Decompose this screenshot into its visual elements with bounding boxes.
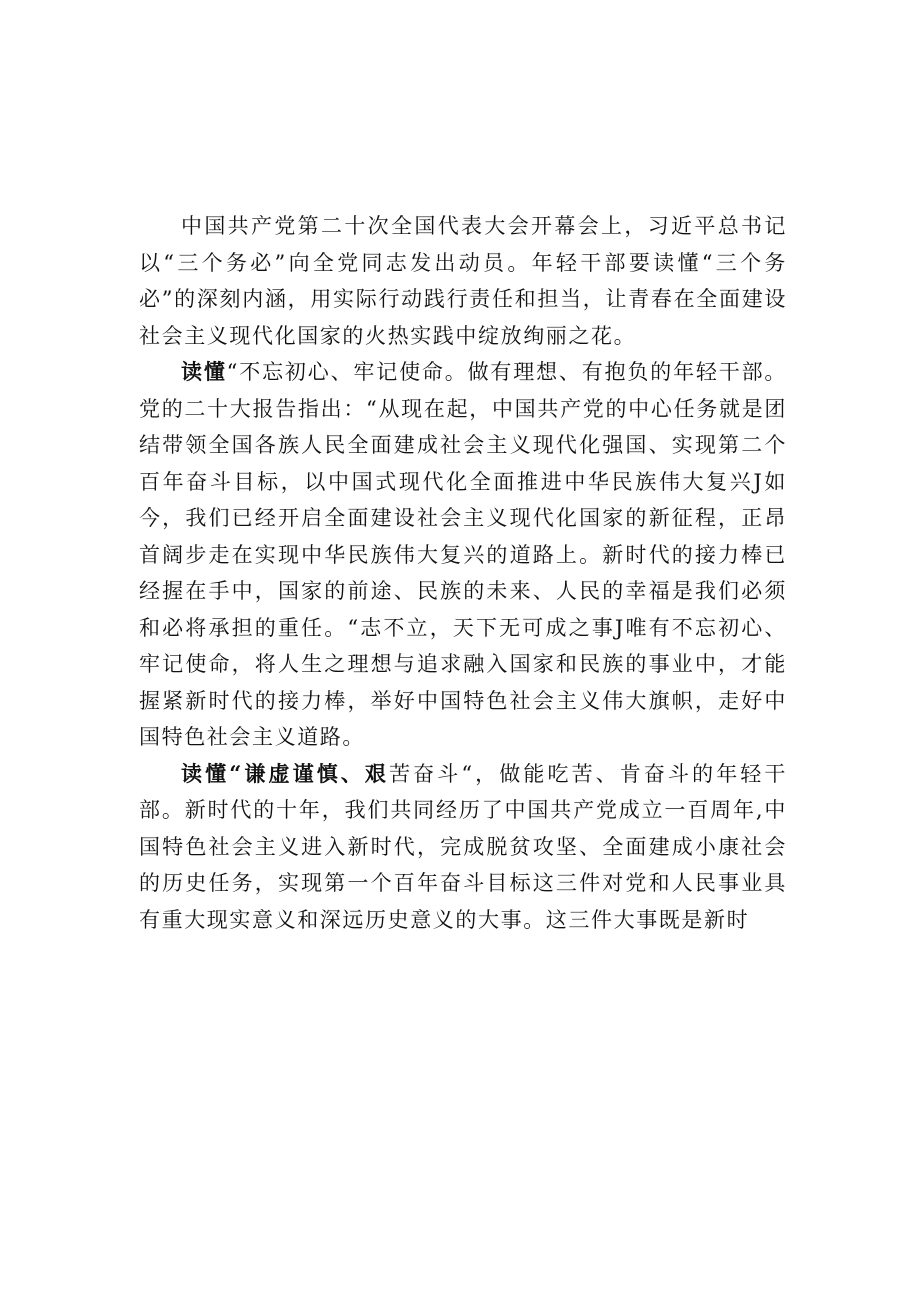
paragraph-text: “不忘初心、牢记使命。做有理想、有抱负的年轻干部。党的二十大报告指出：“从现在起，中国共产党的中心任务就是团结带领全国各族人民全面建成社会主义现代化强国、实现第二个百年奋斗目标，以中国式现代化全面推进中华民族伟大复兴J如今，我们已经开启全面建设社会主义现代化国家的新征程，正昂首阔步走在实现中华民族伟大复兴的道路上。新时代的接力棒已经握在手中，国家的前途、民族的未来、人民的幸福是我们必须和必将承担的重任。“志不立，天下无可成之事J唯有不忘初心、牢记使命，将人生之理想与追求融入国家和民族的事业中，才能握紧新时代的接力棒，举好中国特色社会主义伟大旗帜，走好中国特色社会主义道路。 bbox=[139, 360, 788, 749]
paragraph-initial-mission bbox=[139, 354, 787, 756]
paragraph-lead: 读懂“谦虚谨慎、艰 bbox=[181, 760, 390, 786]
paragraph-hard-work bbox=[139, 756, 787, 939]
paragraph-intro bbox=[139, 208, 787, 354]
paragraph-text: 中国共产党第二十次全国代表大会开幕会上，习近平总书记以“三个务必”向全党同志发出动员。年轻干部要读懂“三个务必”的深刻内涵，用实际行动践行责任和担当，让青春在全面建设社会主义现代化国家的火热实践中绽放绚丽之花。 bbox=[139, 214, 787, 348]
paragraph-lead: 读懂 bbox=[181, 359, 227, 384]
paragraph-text: 苦奋斗“，做能吃苦、肯奋斗的年轻干部。新时代的十年，我们共同经历了中国共产党成立一百周年,中国特色社会主义进入新时代，完成脱贫攻坚、全面建成小康社会的历史任务，实现第一个百年奋斗目标这三件对党和人民事业具有重大现实意义和深远历史意义的大事。这三件大事既是新时 bbox=[139, 761, 787, 932]
document-body bbox=[139, 208, 787, 938]
